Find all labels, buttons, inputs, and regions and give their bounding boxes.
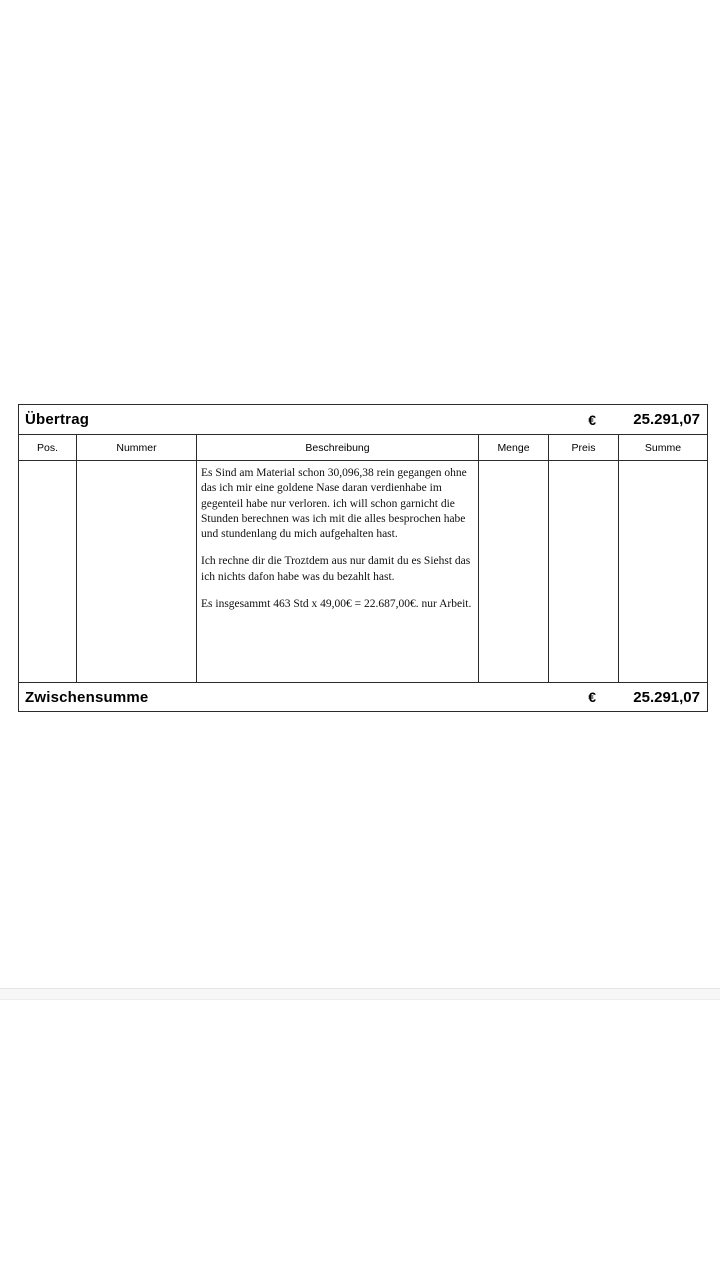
page-bottom-band-line <box>0 999 720 1000</box>
carry-over-currency: € <box>588 411 596 428</box>
invoice-table <box>18 404 708 712</box>
cell-preis <box>549 461 619 682</box>
description-paragraph-3: Es insgesammt 463 Std x 49,00€ = 22.687,00€. nur Arbeit. <box>201 597 472 610</box>
cell-beschreibung <box>197 461 479 682</box>
table-row <box>19 461 707 683</box>
carry-over-row <box>19 405 707 435</box>
column-header-pos: Pos. <box>19 435 77 460</box>
subtotal-amount: 25.291,07 <box>633 688 700 706</box>
column-header-summe: Summe <box>644 441 682 454</box>
subtotal-currency: € <box>588 689 596 705</box>
carry-over-amount: 25.291,07 <box>633 411 700 428</box>
cell-nummer <box>77 461 197 682</box>
column-header-beschreibung: Beschreibung <box>197 435 479 460</box>
cell-pos <box>19 461 77 682</box>
column-header-nummer: Nummer <box>77 435 197 460</box>
cell-menge <box>479 461 549 682</box>
description-paragraph-2: Ich rechne dir die Troztdem aus nur damit du es Siehst das ich nichts dafon habe was du bezahlt hast. <box>201 555 471 583</box>
column-header-preis: Preis <box>549 435 619 460</box>
table-header-row <box>19 435 707 461</box>
description-paragraph-1: Es Sind am Material schon 30,096,38 rein gegangen ohne das ich mir eine goldene Nase daran verdienhabe im gegenteil habe nur verloren. ich will schon garnicht die Stunden berechnen was ich mit die alles besprochen habe und stundenlang du mich aufgehalten hast. <box>201 467 467 541</box>
column-header-menge: Menge <box>479 435 549 460</box>
page-bottom-band <box>0 989 720 999</box>
subtotal-label: Zwischensumme <box>25 688 149 706</box>
cell-summe <box>619 461 707 682</box>
subtotal-row <box>19 683 707 711</box>
carry-over-label: Übertrag <box>25 411 90 428</box>
